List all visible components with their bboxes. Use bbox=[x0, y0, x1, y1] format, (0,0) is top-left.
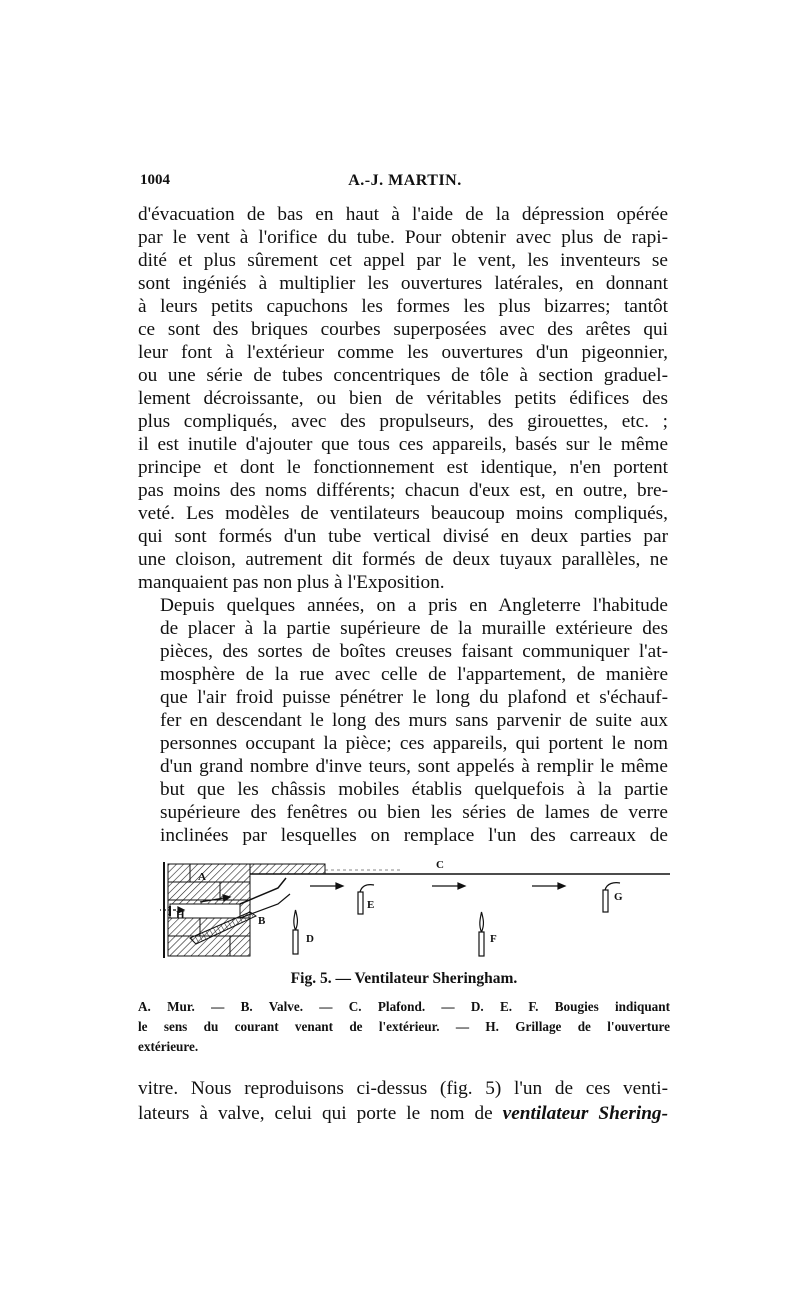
text-line: Depuis quelques années, on a pris en Angleterre l'habitude bbox=[160, 595, 668, 616]
text-line: de placer à la partie supérieure de la muraille extérieure des bbox=[160, 618, 668, 639]
ceiling bbox=[250, 864, 670, 874]
text-line: d'évacuation de bas en haut à l'aide de la dépression opérée bbox=[138, 204, 668, 225]
body-text bbox=[138, 203, 668, 847]
text-line: veté. Les modèles de ventilateurs beaucoup moins compliqués, bbox=[138, 503, 668, 524]
italic-term: ventilateur Shering- bbox=[502, 1103, 668, 1124]
text-line: manquaient pas non plus à l'Exposition. bbox=[138, 572, 445, 593]
text-line: ce sont des briques courbes superposées avec des arêtes qui bbox=[138, 319, 668, 340]
label-h: H bbox=[176, 909, 185, 921]
label-d: D bbox=[306, 933, 314, 945]
text-line: plus compliqués, avec des propulseurs, des girouettes, etc. ; bbox=[138, 411, 668, 432]
text-line: dité et plus sûrement cet appel par le vent, les inventeurs se bbox=[138, 250, 668, 271]
text-line: que l'air froid puisse pénétrer le long du plafond et s'échauf- bbox=[160, 687, 668, 708]
text-line: principe et dont le fonctionnement est identique, n'en portent bbox=[138, 457, 668, 478]
legend-line: extérieure. bbox=[138, 1039, 199, 1054]
ventilator-figure bbox=[160, 852, 670, 962]
text-line: fer en descendant le long des murs sans parvenir de suite aux bbox=[160, 710, 668, 731]
text-line: ou une série de tubes concentriques de tôle à section graduel- bbox=[138, 365, 668, 386]
page-header bbox=[140, 172, 670, 196]
text-line bbox=[138, 1101, 668, 1126]
continuation-text bbox=[138, 1076, 668, 1126]
text-line: pas moins des noms différents; chacun d'eux est, en outre, bre- bbox=[138, 480, 668, 501]
text-line: inclinées par lesquelles on remplace l'un des carreaux de bbox=[160, 825, 668, 846]
page-number: 1004 bbox=[140, 172, 170, 188]
text-line: vitre. Nous reproduisons ci-dessus (fig. 5) l'un de ces venti- bbox=[138, 1078, 668, 1099]
figure-legend bbox=[138, 997, 670, 1057]
text-line: but que les châssis mobiles établis quelquefois à la partie bbox=[160, 779, 668, 800]
text-run: lateurs à valve, celui qui porte le nom de bbox=[138, 1103, 503, 1124]
text-line: sont ingéniés à multiplier les ouvertures latérales, en donnant bbox=[138, 273, 668, 294]
label-f: F bbox=[490, 933, 497, 945]
label-e: E bbox=[367, 899, 375, 911]
label-c: C bbox=[436, 859, 444, 871]
paragraph-2 bbox=[138, 594, 668, 847]
paragraph-1 bbox=[138, 203, 668, 594]
label-b: B bbox=[258, 915, 266, 927]
text-line: pièces, des sortes de boîtes creuses faisant communiquer l'at- bbox=[160, 641, 668, 662]
running-head: A.-J. MARTIN. bbox=[348, 172, 462, 189]
text-line: mosphère de la rue avec celle de l'appartement, de manière bbox=[160, 664, 668, 685]
label-a: A bbox=[198, 871, 206, 883]
text-line: par le vent à l'orifice du tube. Pour obtenir avec plus de rapi- bbox=[138, 227, 668, 248]
legend-line: le sens du courant venant de l'extérieur. — H. Grillage de l'ouverture bbox=[138, 1019, 670, 1034]
legend-line: A. Mur. — B. Valve. — C. Plafond. — D. E. F. Bougies indiquant bbox=[138, 999, 670, 1014]
text-line: d'un grand nombre d'inve teurs, sont appelés à remplir le même bbox=[160, 756, 668, 777]
text-line: supérieure des fenêtres ou bien les séries de lames de verre bbox=[160, 802, 668, 823]
candle-f bbox=[479, 912, 484, 956]
figure-caption: Fig. 5. — Ventilateur Sheringham. bbox=[290, 970, 518, 987]
text-line: qui sont formés d'un tube vertical divisé en deux parties par bbox=[138, 526, 668, 547]
label-g: G bbox=[614, 891, 623, 903]
text-line: personnes occupant la pièce; ces appareils, qui portent le nom bbox=[160, 733, 668, 754]
text-line: il est inutile d'ajouter que tous ces appareils, basés sur le même bbox=[138, 434, 668, 455]
text-line: leur font à l'extérieur comme les ouvertures d'un pigeonnier, bbox=[138, 342, 668, 363]
text-line: à leurs petits capuchons les formes les plus bizarres; tantôt bbox=[138, 296, 668, 317]
text-line: une cloison, autrement dit formés de deux tuyaux parallèles, ne bbox=[138, 549, 668, 570]
candle-d bbox=[293, 910, 298, 954]
text-line: lement décroissante, ou bien de véritables petits édifices des bbox=[138, 388, 668, 409]
